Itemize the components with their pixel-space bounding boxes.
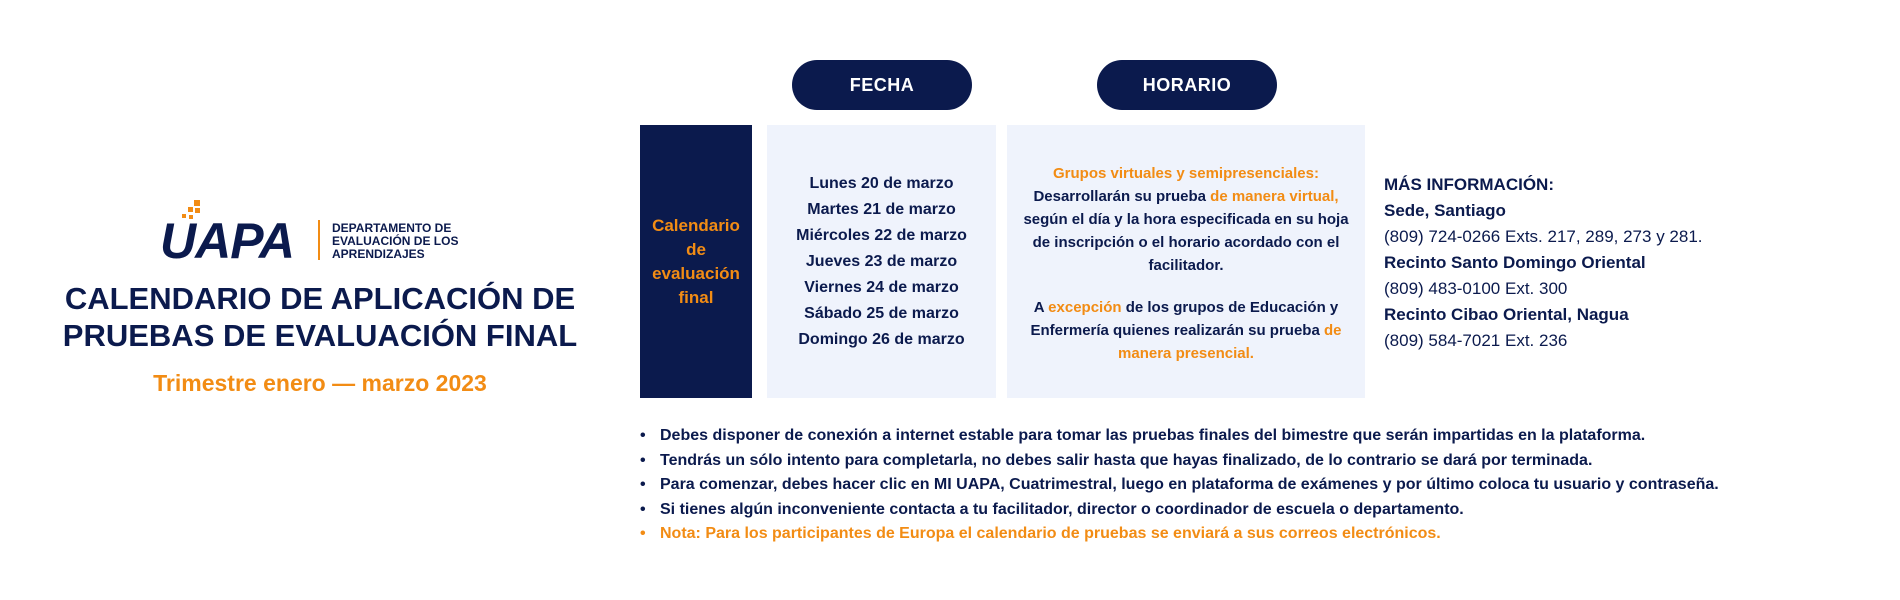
logo-wordmark: UAPA [160,213,294,269]
horario-header-pill: HORARIO [1097,60,1277,110]
instruction-item: • Debes disponer de conexión a internet estable para tomar las pruebas finales del bimestre que serán impartidas en la plataforma. [640,424,1880,449]
date-item: Jueves 23 de marzo [805,252,958,270]
contact-info [1384,172,1804,354]
instruction-item: • Tendrás un sólo intento para completarla, no debes salir hasta que hayas finalizado, de lo contrario se dará por terminada. [640,449,1880,474]
logo-divider [318,220,320,260]
schedule-box [1007,125,1365,398]
instruction-item: • Para comenzar, debes hacer clic en MI UAPA, Cuatrimestral, luego en plataforma de exámenes y por último coloca tu usuario y contraseña. [640,473,1880,498]
site-phone: (809) 724-0266 Exts. 217, 289, 273 y 281. [1384,227,1703,246]
date-item: Lunes 20 de marzo [809,174,954,192]
europe-note-item: • Nota: Para los participantes de Europa el calendario de pruebas se enviará a sus correos electrónicos. [640,522,1880,547]
date-item: Martes 21 de marzo [807,200,956,218]
site-name: Sede, Santiago [1384,201,1506,220]
date-item: Viernes 24 de marzo [804,278,959,296]
site-name: Recinto Santo Domingo Oriental [1384,253,1646,272]
dates-box [767,125,996,398]
date-item: Miércoles 22 de marzo [796,226,967,244]
page-title: CALENDARIO DE APLICACIÓN DE PRUEBAS DE EVALUACIÓN FINAL [62,281,578,353]
site-name: Recinto Cibao Oriental, Nagua [1384,305,1629,324]
date-item: Domingo 26 de marzo [798,330,965,348]
contact-heading: MÁS INFORMACIÓN: [1384,175,1554,194]
site-phone: (809) 584-7021 Ext. 236 [1384,331,1568,350]
calendar-label-box [640,125,752,398]
fecha-header-pill: FECHA [792,60,972,110]
virtual-groups-paragraph: Grupos virtuales y semipresenciales: Desarrollarán su prueba de manera virtual, según el día y la hora especificada en su hoja de inscripción o el horario acordado con el facilitador. [1023,165,1349,274]
logo-department: DEPARTAMENTO DE EVALUACIÓN DE LOS APRENDIZAJES [332,221,459,261]
date-item: Sábado 25 de marzo [804,304,959,322]
page-subtitle: Trimestre enero — marzo 2023 [153,370,487,396]
calendar-label-text: Calendario de evaluación final [652,215,740,307]
uapa-logo [160,200,470,269]
site-phone: (809) 483-0100 Ext. 300 [1384,279,1568,298]
instructions-list [640,424,1880,547]
exception-paragraph: A excepción de los grupos de Educación y Enfermería quienes realizarán su prueba de manera presencial. [1030,299,1342,362]
instruction-item: • Si tienes algún inconveniente contacta a tu facilitador, director o coordinador de escuela o departamento. [640,498,1880,523]
